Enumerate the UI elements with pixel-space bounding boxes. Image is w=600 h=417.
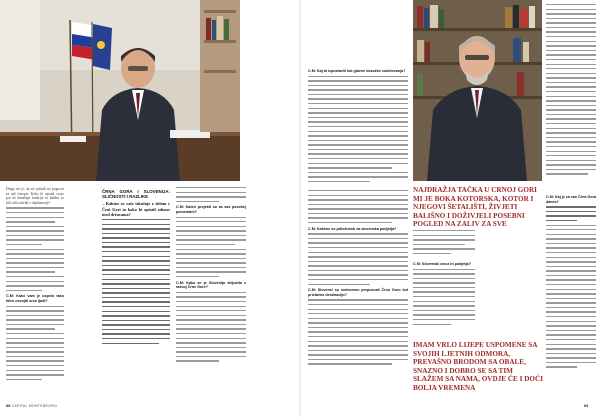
right-page-column-1b — [308, 190, 408, 400]
body-text-lines — [308, 190, 408, 223]
photo-illustration — [0, 0, 240, 181]
right-page-column-1 — [308, 69, 408, 189]
body-text-lines — [308, 299, 408, 364]
interview-question: C.M: Kateri projekti so za vas posebej pomembni? — [176, 205, 246, 214]
body-text-lines — [308, 233, 408, 285]
magazine-name: CAPITAL MONTENEGRO — [11, 404, 57, 408]
body-text-lines — [176, 217, 246, 278]
intro-paragraph: Drago mi je, da ste pristali na pogovor za naš časopis. Kako bi opisali svojo pot do današnje funkcije in kakšni so bili vaši začetki v diplomaciji? — [6, 187, 64, 205]
right-page-column-2a — [413, 230, 475, 260]
bold-text-lines — [102, 219, 170, 344]
pull-quote-2: IMAM VRLO LIJEPE USPOMENE SA SVOJIH LJETNIH ODMORA, PREVAŠNO BRODOM SA OBALE, SNAZNO I DOBRO SE SA TIM SLAŽEM SA NAMA, OVDJE ĆE I DOĆI BOLJA VREMENA — [413, 341, 543, 392]
body-text-lines — [6, 207, 64, 291]
interview-question: C.M: Kako se je Slovenija vključila v razvoj Črne Gore? — [176, 280, 246, 290]
right-page-column-3 — [546, 4, 596, 192]
interview-question: C.M: Kaj bi izpostavili kot glavne dosežke sodelovanja? — [308, 69, 406, 73]
body-text-lines — [413, 230, 475, 254]
body-text-lines — [546, 4, 596, 175]
body-text-lines — [6, 306, 64, 381]
ambassador-portrait-photo — [413, 0, 542, 181]
interview-question: C.M: Kakšne so priložnosti za slovenska podjetja? — [308, 226, 397, 231]
left-page-column-3 — [176, 187, 246, 399]
portrait-illustration — [413, 0, 542, 181]
pull-quote-1: NAJDRAŽJA TAČKA U CRNOJ GORI MI JE BOKA KOTORSKA, KOTOR I NJEGOVI ŠETALIŠTI, ŽIVJETI BALIŠNO I DOŽIVJELI POSEBNI POGLED NA ZALIV ZA SVE — [413, 186, 537, 229]
body-text-lines — [413, 269, 475, 325]
bold-lead-paragraph: – Kakšne so vaše izkušnje z delom v Črni Gori in kako bi opisali odnose med državama? — [102, 201, 170, 217]
page-number: 88 — [6, 404, 11, 408]
right-page-footer — [584, 404, 588, 408]
body-text-lines — [546, 206, 596, 368]
body-text-lines — [308, 76, 408, 183]
page-gutter — [299, 0, 301, 417]
left-page-column-1 — [6, 187, 64, 399]
body-text-lines — [176, 292, 246, 362]
interview-question: C.M: Kako vam je uspelo tako hitro osvojiti srca ljudi? — [6, 294, 64, 303]
left-page-column-2 — [102, 187, 170, 399]
ambassador-office-photo — [0, 0, 240, 181]
right-page-column-3b — [546, 195, 596, 400]
right-page-column-2b — [413, 262, 475, 342]
interview-question: C.M: Slovenci so nedvomno prepoznali Črno Goro kot privlačno destinacijo? — [308, 288, 408, 297]
interview-question: C.M: Slovenski izvoz in podjetja? — [413, 262, 471, 266]
body-text-lines — [176, 187, 246, 202]
page-number: 89 — [584, 404, 589, 408]
section-heading: ČRNA GORA I SLOVENIJA: SLIČNOSTI I RAZLIKE — [102, 189, 170, 200]
left-page-footer — [6, 404, 57, 408]
interview-question: C.M: Kaj je za vas Črna Gora danes? — [546, 195, 596, 204]
